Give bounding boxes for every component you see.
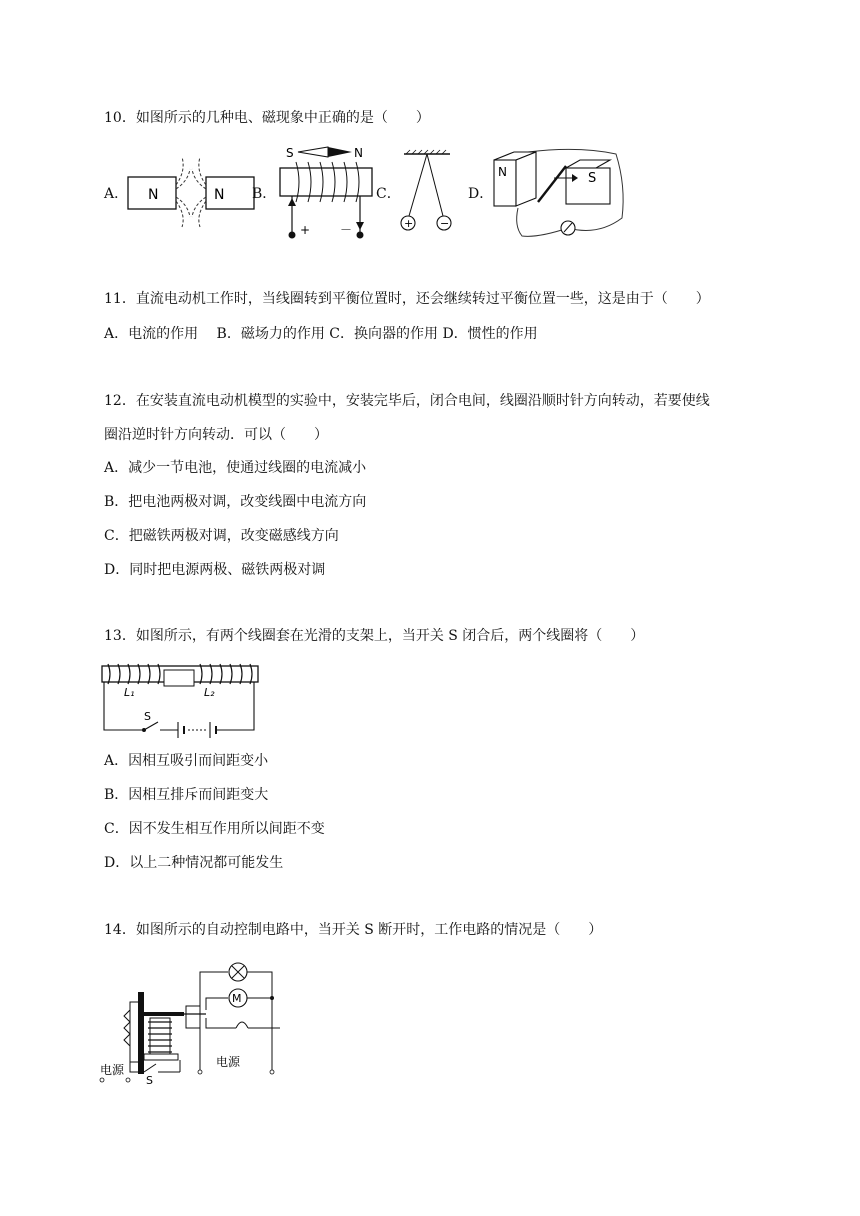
q13-option-d: D．以上二种情况都可能发生 [104, 855, 284, 871]
q13-figure-coils [100, 660, 262, 738]
q14-switch-s: S [146, 1074, 153, 1087]
q10-b-plus: + [300, 223, 311, 237]
q13-coil-l1: L₁ [124, 686, 135, 699]
q14-source-left: 电源 [100, 1063, 125, 1077]
q10-a-left-pole: N [148, 187, 159, 203]
q12-option-d: D．同时把电源两极、磁铁两极对调 [104, 562, 326, 578]
q12-option-a: A．减少一节电池，使通过线圈的电流减小 [104, 460, 367, 476]
q10-option-d-label: D． [468, 186, 494, 202]
q10-option-c-label: C． [376, 186, 401, 202]
q10-d-left-pole: N [498, 165, 507, 179]
q14-stem: 14．如图所示的自动控制电路中，当开关 S 断开时，工作电路的情况是（ ） [104, 922, 603, 938]
q13-option-a: A．因相互吸引而间距变小 [104, 753, 269, 769]
q13-stem: 13．如图所示，有两个线圈套在光滑的支架上，当开关 S 闭合后，两个线圈将（ ） [104, 628, 645, 644]
q10-option-a-label: A． [104, 186, 129, 202]
q12-stem-line2: 圈沿逆时针方向转动．可以（ ） [104, 427, 328, 443]
q14-source-right: 电源 [216, 1055, 241, 1069]
q10-figure-a [126, 155, 238, 227]
q10-b-minus: － [340, 223, 353, 237]
q10-b-needle-n: N [354, 146, 363, 160]
q12-option-c: C．把磁铁两极对调，改变磁感线方向 [104, 528, 339, 544]
q14-figure-relay-circuit [100, 962, 284, 1086]
q14-motor-m: M [232, 992, 242, 1005]
q10-figure-c [396, 150, 456, 234]
q13-switch-s: S [144, 710, 151, 723]
q12-option-b: B．把电池两极对调，改变线圈中电流方向 [104, 494, 367, 510]
q13-coil-l2: L₂ [204, 686, 215, 699]
q10-d-right-pole: S [588, 171, 597, 186]
q10-option-b-label: B． [252, 186, 277, 202]
q10-c-ball-right: − [440, 217, 450, 230]
q10-figure-d [488, 146, 628, 242]
q13-option-c: C．因不发生相互作用所以间距不变 [104, 821, 325, 837]
q10-figure-b [276, 144, 376, 240]
q10-c-ball-left: + [404, 217, 414, 230]
q13-option-b: B．因相互排斥而间距变大 [104, 787, 269, 803]
q10-stem: 10．如图所示的几种电、磁现象中正确的是（ ） [104, 110, 430, 126]
q11-options: A．电流的作用 B．磁场力的作用 C．换向器的作用 D．惯性的作用 [104, 326, 538, 342]
q11-stem: 11．直流电动机工作时，当线圈转到平衡位置时，还会继续转过平衡位置一些，这是由于（ ） [104, 291, 710, 307]
q10-b-needle-s: S [286, 146, 294, 160]
q10-a-right-pole: N [214, 187, 225, 203]
q12-stem-line1: 12．在安装直流电动机模型的实验中，安装完毕后，闭合电间，线圈沿顺时针方向转动，若要使线 [104, 393, 710, 409]
